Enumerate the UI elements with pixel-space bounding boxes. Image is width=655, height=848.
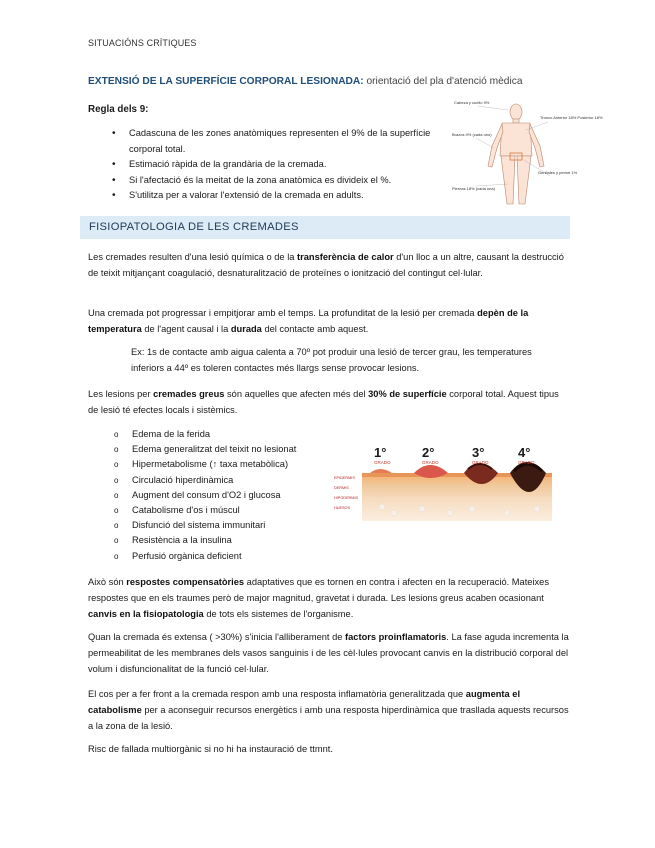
- list-item: o Perfusió orgànica deficient: [114, 549, 334, 564]
- grado-label: GRADO: [374, 460, 391, 465]
- text: adaptatives que es tornen en contra i afecten en la recuperació. Mateixes respostes que en els traumes però de major magnitud, gravetat i durada. Les lesions greus acaben ocasionant: [88, 577, 549, 603]
- paragraph: [88, 686, 570, 734]
- list-item: o Edema generalitzat del teixit no lesionat: [114, 442, 334, 457]
- list-item: o Catabolisme d'os i múscul: [114, 503, 334, 518]
- bold-text: factors proinflamatoris: [345, 632, 447, 642]
- layer-label: DERMIS: [334, 486, 349, 490]
- text: d'un lloc a un altre, causant la destrucció de teixit mitjançant coagulació, desnaturalització de proteïnes o ionització del contingut cel·lular.: [88, 252, 564, 278]
- body-label: Piernas 18% (cada una): [452, 186, 495, 191]
- grado-label: GRADO: [472, 460, 489, 465]
- list-item: • Cadascuna de les zones anatòmiques representen el 9% de la superfície corporal total.: [112, 126, 432, 157]
- regla-heading: Regla dels 9:: [88, 104, 149, 115]
- list-item: o Disfunció del sistema immunitari: [114, 518, 334, 533]
- regla-list: [112, 126, 432, 204]
- list-item: • Si l'afectació és la meitat de la zona anatòmica es divideix el %.: [112, 173, 432, 189]
- list-item: o Hipermetabolisme (↑ taxa metabòlica): [114, 457, 334, 472]
- layer-label: HUESOS: [334, 506, 351, 510]
- example-text: Ex: 1s de contacte amb aigua calenta a 70º pot produir una lesió de tercer grau, les temperatures inferiors a 44º es toleren contactes més llargs sense provocar lesions.: [131, 347, 532, 373]
- layer-label: HIPODERMIS: [334, 496, 359, 500]
- section-title: FISIOPATOLOGIA DE LES CREMADES: [89, 221, 299, 233]
- text: . La fase aguda incrementa la permeabilitat de les membranes dels vasos sanguinis i de les cèl·lules provocant canvis en la distribució corporal del volum i disfuncionalitat de la funció cel·lular.: [88, 632, 569, 674]
- bold-text: canvis en la fisiopatologia: [88, 609, 204, 619]
- degree-label: 1°: [374, 445, 387, 460]
- subtitle-title: EXTENSIÓ DE LA SUPERFÍCIE CORPORAL LESIONADA:: [88, 76, 364, 87]
- bold-text: augmenta el catabolisme: [88, 689, 521, 715]
- list-item: o Circulació hiperdinàmica: [114, 473, 334, 488]
- text: de l'agent causal i la: [141, 324, 231, 334]
- bold-text: durada: [230, 324, 262, 334]
- text: Quan la cremada és extensa ( >30%) s'inicia l'alliberament de: [88, 632, 346, 642]
- body-label: Genitales y periné 1%: [538, 170, 578, 175]
- list-item: • Estimació ràpida de la grandària de la cremada.: [112, 157, 432, 173]
- paragraph: [88, 386, 570, 418]
- burn-degrees-figure: [332, 443, 552, 525]
- text: Una cremada pot progressar i empitjorar amb el temps. La profunditat de la lesió per cremada: [88, 308, 478, 318]
- rule-of-nines-figure: [452, 98, 603, 210]
- list-item: • S'utilitza per a valorar l'extensió de la cremada en adults.: [112, 188, 432, 204]
- text: Les lesions per: [88, 389, 154, 399]
- bold-text: 30% de superfície: [368, 389, 447, 399]
- grado-label: GRADO: [518, 460, 535, 465]
- paragraph: [88, 249, 570, 281]
- text: Això són: [88, 577, 127, 587]
- bold-text: cremades greus: [153, 389, 225, 399]
- page-header: SITUACIÓNS CRÍTIQUES: [88, 38, 197, 48]
- body-label: Brazos 9% (cada uno): [452, 132, 492, 137]
- bold-text: respostes compensatòries: [126, 577, 245, 587]
- effects-list: [114, 427, 334, 564]
- text: Les cremades resulten d'una lesió química o de la: [88, 252, 298, 262]
- text: per a aconseguir recursos energètics i amb una resposta hiperdinàmica que trasllada aquests recursos a la zona de la lesió.: [88, 705, 569, 731]
- degree-label: 3°: [472, 445, 485, 460]
- text: El cos per a fer front a la cremada respon amb una resposta inflamatòria generalitzada que: [88, 689, 466, 699]
- body-label: Cabeza y cuello 9%: [454, 100, 490, 105]
- subtitle-rest: orientació del pla d'atenció mèdica: [366, 76, 523, 87]
- text: del contacte amb aquest.: [261, 324, 369, 334]
- subtitle: [88, 76, 523, 87]
- paragraph: [88, 574, 570, 622]
- bold-text: transferència de calor: [297, 252, 394, 262]
- list-item: o Edema de la ferida: [114, 427, 334, 442]
- degree-label: 2°: [422, 445, 435, 460]
- text: són aquelles que afecten més del: [224, 389, 369, 399]
- degree-label: 4°: [518, 445, 531, 460]
- body-label: Tronco Anterior 18% Posterior 18%: [540, 115, 603, 120]
- list-item: o Resistència a la insulina: [114, 533, 334, 548]
- bold-text: depèn de la temperatura: [88, 308, 529, 334]
- paragraph: [88, 305, 570, 337]
- section-header: [80, 216, 570, 239]
- grado-label: GRADO: [422, 460, 439, 465]
- layer-label: EPIDERMIS: [334, 476, 355, 480]
- text: de tots els sistemes de l'organisme.: [203, 609, 354, 619]
- paragraph: Risc de fallada multiorgànic si no hi ha instauració de ttmnt.: [88, 744, 333, 754]
- paragraph: [88, 629, 570, 677]
- list-item: o Augment del consum d'O2 i glucosa: [114, 488, 334, 503]
- text: corporal total. Aquest tipus de lesió té efectes locals i sistèmics.: [88, 389, 559, 415]
